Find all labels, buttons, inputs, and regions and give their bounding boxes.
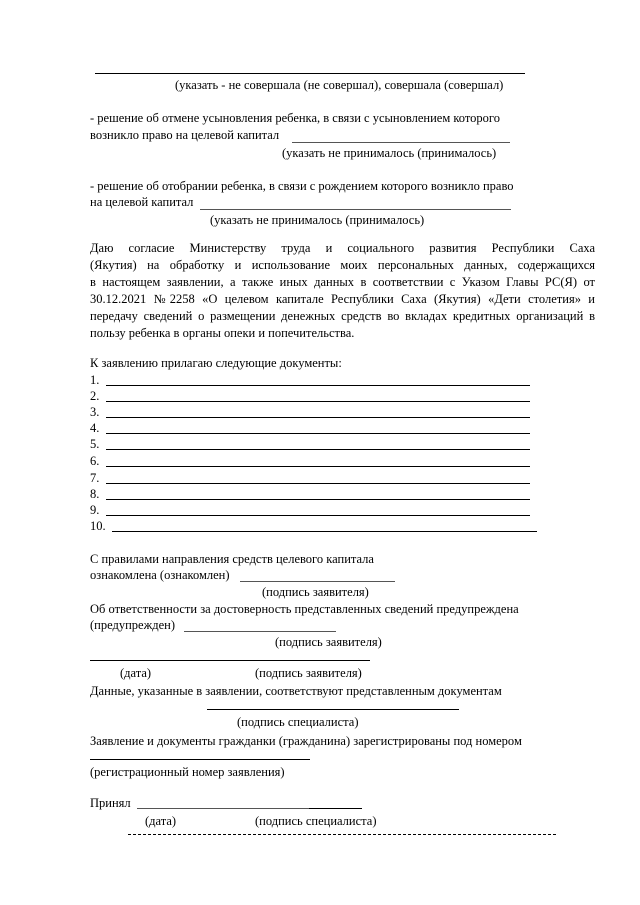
document-line[interactable] bbox=[106, 515, 530, 516]
document-line[interactable] bbox=[106, 417, 530, 418]
responsibility-signature-hint: (подпись заявителя) bbox=[275, 635, 382, 649]
list-item-number: 8. bbox=[90, 487, 100, 501]
accepted-date-hint: (дата) bbox=[145, 814, 177, 828]
date-hint: (дата) bbox=[120, 666, 152, 680]
documents-heading: К заявлению прилагаю следующие документы: bbox=[90, 356, 342, 370]
accepted-signature-hint: (подпись специалиста) bbox=[255, 814, 377, 828]
date-signature-line[interactable] bbox=[90, 660, 370, 661]
responsibility-line2: (предупрежден) bbox=[90, 618, 175, 632]
child-removal-line2: на целевой капитал bbox=[90, 195, 194, 209]
list-item-number: 1. bbox=[90, 373, 100, 387]
list-item-number: 7. bbox=[90, 471, 100, 485]
hint-adoption-cancel: (указать не принималось (принималось) bbox=[282, 146, 497, 160]
document-line[interactable] bbox=[106, 385, 530, 386]
verification-text: Данные, указанные в заявлении, соответствуют представленным документам bbox=[90, 684, 502, 698]
specialist-signature-line[interactable] bbox=[207, 709, 459, 710]
list-item-number: 6. bbox=[90, 454, 100, 468]
fill-line-child-removal[interactable] bbox=[200, 209, 511, 210]
rules-signature-line[interactable] bbox=[240, 581, 395, 582]
rules-signature-hint: (подпись заявителя) bbox=[262, 585, 369, 599]
document-line[interactable] bbox=[106, 483, 530, 484]
list-item-number: 4. bbox=[90, 421, 100, 435]
hint-action: (указать - не совершала (не совершал), совершала (совершал) bbox=[175, 78, 504, 92]
consent-line: 30.12.2021 №2258 «О целевом капитале Республики Саха (Якутия) «Дети столетия» и bbox=[90, 292, 595, 306]
adoption-cancel-line2: возникло право на целевой капитал bbox=[90, 128, 280, 142]
applicant-signature-hint: (подпись заявителя) bbox=[255, 666, 362, 680]
fill-line-action[interactable] bbox=[95, 73, 525, 74]
document-line[interactable] bbox=[106, 499, 530, 500]
registration-text: Заявление и документы гражданки (гражданина) зарегистрированы под номером bbox=[90, 734, 522, 748]
consent-paragraph bbox=[90, 240, 595, 342]
cut-line bbox=[128, 834, 556, 835]
hint-child-removal: (указать не принималось (принималось) bbox=[210, 213, 425, 227]
document-line[interactable] bbox=[112, 531, 537, 532]
child-removal-line1: - решение об отобрании ребенка, в связи с рождением которого возникло право bbox=[90, 179, 514, 193]
document-line[interactable] bbox=[106, 449, 530, 450]
document-line[interactable] bbox=[106, 433, 530, 434]
responsibility-signature-line[interactable] bbox=[184, 631, 336, 632]
list-item-number: 2. bbox=[90, 389, 100, 403]
document-line[interactable] bbox=[106, 401, 530, 402]
rules-line2: ознакомлена (ознакомлен) bbox=[90, 568, 230, 582]
consent-line: (Якутия) на обработку и использование моих персональных данных, содержащихся bbox=[90, 258, 595, 272]
accepted-date-line[interactable] bbox=[137, 808, 309, 809]
registration-number-hint: (регистрационный номер заявления) bbox=[90, 765, 285, 779]
accepted-label: Принял bbox=[90, 796, 131, 810]
list-item-number: 10. bbox=[90, 519, 106, 533]
registration-number-line[interactable] bbox=[90, 759, 310, 760]
responsibility-line1: Об ответственности за достоверность представленных сведений предупреждена bbox=[90, 602, 519, 616]
fill-line-adoption-cancel[interactable] bbox=[292, 142, 510, 143]
specialist-signature-hint: (подпись специалиста) bbox=[237, 715, 359, 729]
list-item-number: 5. bbox=[90, 437, 100, 451]
accepted-signature-line[interactable] bbox=[309, 808, 362, 809]
list-item-number: 3. bbox=[90, 405, 100, 419]
adoption-cancel-line1: - решение об отмене усыновления ребенка, в связи с усыновлением которого bbox=[90, 111, 500, 125]
consent-line: в настоящем заявлении, а также иных данных в соответствии с Указом Главы РС(Я) от bbox=[90, 275, 595, 289]
document-line[interactable] bbox=[106, 466, 530, 467]
rules-line1: С правилами направления средств целевого капитала bbox=[90, 552, 374, 566]
consent-line: передачу сведений о размещении денежных средств во вкладах кредитных организаций в bbox=[90, 309, 595, 323]
consent-line: Даю согласие Министерству труда и социального развития Республики Саха bbox=[90, 241, 595, 255]
list-item-number: 9. bbox=[90, 503, 100, 517]
consent-line: пользу ребенка в органы опеки и попечительства. bbox=[90, 326, 355, 340]
